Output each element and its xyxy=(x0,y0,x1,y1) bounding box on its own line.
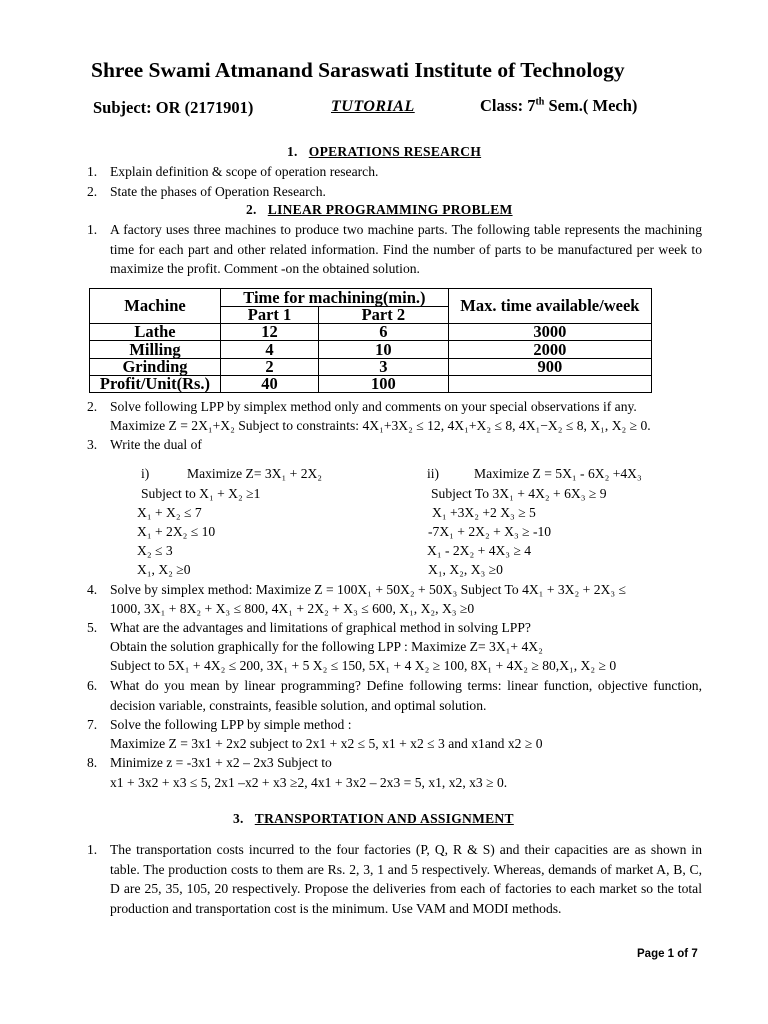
question-lpp-2-line2: Maximize Z = 2X₁+X₂ Subject to constraints: 4X₁+3X₂ ≤ 12, 4X₁+X₂ ≤ 8, 4X₁−X₂ ≤ 8, X₁, X₂ ≥ 0. xyxy=(110,418,651,433)
table-cell: Lathe xyxy=(90,324,221,341)
dual-ii-constraint: X₁ +3X₂ +2 X₃ ≥ 5 xyxy=(432,505,536,520)
page-number: Page 1 of 7 xyxy=(637,948,698,960)
table-header-part1: Part 1 xyxy=(221,307,319,324)
table-cell: Grinding xyxy=(90,358,221,375)
question-lpp-2-line1: Solve following LPP by simplex method only and comments on your special observations if any. xyxy=(110,399,637,414)
dual-ii-constraint: Subject To 3X₁ + 4X₂ + 6X₃ ≥ 9 xyxy=(431,486,607,501)
dual-i-label: i) xyxy=(141,466,150,481)
question-lpp-7-line1: Solve the following LPP by simple method : xyxy=(110,717,352,732)
tutorial-label: TUTORIAL xyxy=(331,98,415,115)
question-lpp-8-line2: x1 + 3x2 + x3 ≤ 5, 2x1 –x2 + x3 ≥2, 4x1 + 3x2 – 2x3 = 5, x1, x2, x3 ≥ 0. xyxy=(110,775,508,790)
dual-ii-constraint: X₁, X₂, X₃ ≥0 xyxy=(428,562,503,577)
section-heading-operations-research: 1. OPERATIONS RESEARCH xyxy=(287,144,482,159)
question-transport-1: 1. The transportation costs incurred to the four factories (P, Q, R & S) and their capacities are as shown in table. The production costs to them are Rs. 2, 3, 1 and 5 respectively. Whereas, demands of market A, B, C, D are 25, 35, 105, 20 respectively. Propose the deliveries from each of factories to each market so the total production and transportation cost is the minimum. Use VAM and MODI methods. xyxy=(87,842,702,916)
table-cell: 6 xyxy=(319,324,449,341)
machining-table xyxy=(89,288,652,393)
question-lpp-5-line1: What are the advantages and limitations of graphical method in solving LPP? xyxy=(110,620,531,635)
dual-ii-objective: Maximize Z = 5X₁ - 6X₂ +4X₃ xyxy=(474,466,642,481)
subject-label: Subject: OR (2171901) xyxy=(93,98,254,117)
question-lpp-3-text: Write the dual of xyxy=(110,437,202,452)
dual-i-constraint: X₁, X₂ ≥0 xyxy=(137,562,191,577)
dual-i-objective: Maximize Z= 3X₁ + 2X₂ xyxy=(187,466,323,481)
table-cell: Profit/Unit(Rs.) xyxy=(90,375,221,392)
table-cell: 4 xyxy=(221,341,319,358)
question-lpp-7-line2: Maximize Z = 3x1 + 2x2 subject to 2x1 + x2 ≤ 5, x1 + x2 ≤ 3 and x1and x2 ≥ 0 xyxy=(110,736,543,751)
document-page: Shree Swami Atmanand Saraswati Institute of Technology Subject: OR (2171901) TUTORIAL Class: 7th Sem.( Mech) 1. OPERATIONS RESEARCH 1. Explain definition & scope of operation research. 2. State the phases of Operation Research. 2. LINEAR PROGRAMMING PROBLEM 1. A factory uses three machines to produce two machine parts. The following table represents the machining time for each part and other related information. Find the number of parts to be manufactured per week to maximize the profit. Comment -on the obtained solution. Machine Time for machining(min.) Max. time available/week Part 1 Part 2 Lathe 12 6 3000 Milling 4 10 2000 Grinding 2 3 900 Profit/Unit(Rs.) 40 100 2. Solve following LPP by simplex method only and comments on your special observations if any. Maximize Z = 2X₁+X₂ Subject to constraints: 4X₁+3X₂ ≤ 12, 4X₁+X₂ ≤ 8, 4X₁−X₂ ≤ 8, X₁, X₂ ≥ 0. 3. Write the dual of i) Maximize Z= 3X₁ + 2X₂ Subject to X₁ + X₂ ≥1 X₁ + X₂ ≤ 7 X₁ + 2X₂ ≤ 10 X₂ ≤ 3 X₁, X₂ ≥0 ii) Maximize Z = 5X₁ - 6X₂ +4X₃ Subject To 3X₁ + 4X₂ + 6X₃ ≥ 9 X₁ +3X₂ +2 X₃ ≥ 5 -7X₁ + 2X₂ + X₃ ≥ -10 X₁ - 2X₂ + 4X₃ ≥ 4 X₁, X₂, X₃ ≥0 4. Solve by simplex method: Maximize Z = 100X₁ + 50X₂ + 50X₃ Subject To 4X₁ + 3X₂ + 2X₃ ≤ 1000, 3X₁ + 8X₂ + X₃ ≤ 800, 4X₁ + 2X₂ + X₃ ≤ 600, X₁, X₂, X₃ ≥0 5. What are the advantages and limitations of graphical method in solving LPP? Obtain the solution graphically for the following LPP : Maximize Z= 3X₁+ 4X₂ Subject to 5X₁ + 4X₂ ≤ 200, 3X₁ + 5 X₂ ≤ 150, 5X₁ + 4 X₂ ≥ 100, 8X₁ + 4X₂ ≥ 80,X₁, X₂ ≥ 0 6. What do you mean by linear programming? Define following terms: linear function, objective function, decision variable, constraints, feasible solution, and optimal solution. 7. Solve the following LPP by simple method : Maximize Z = 3x1 + 2x2 subject to 2x1 + x2 ≤ 5, x1 + x2 ≤ 3 and x1and x2 ≥ 0 8. Minimize z = -3x1 + x2 – 2x3 Subject to x1 + 3x2 + x3 ≤ 5, 2x1 –x2 + x3 ≥2, 4x1 + 3x2 – 2x3 = 5, x1, x2, x3 ≥ 0. 3. TRANSPORTATION AND ASSIGNMENT 1. The transportation costs incurred to the four factories (P, Q, R & S) and their capacities are as shown in table. The production costs to them are Rs. 2, 3, 1 and 5 respectively. Whereas, demands of market A, B, C, D are 25, 35, 105, 20 respectively. Propose the deliveries from each of factories to each market so the total production and transportation cost is the minimum. Use VAM and MODI methods. Page 1 of 7 xyxy=(87,58,702,960)
table-cell: 900 xyxy=(448,358,651,375)
table-cell: 12 xyxy=(221,324,319,341)
question-lpp-2-number: 2. xyxy=(87,399,98,414)
table-row xyxy=(90,341,652,358)
table-cell: 2000 xyxy=(448,341,651,358)
question-lpp-8-line1: Minimize z = -3x1 + x2 – 2x3 Subject to xyxy=(110,755,332,770)
question-lpp-7-number: 7. xyxy=(87,717,98,732)
section-heading-transportation: 3. TRANSPORTATION AND ASSIGNMENT xyxy=(233,811,514,826)
table-cell: 100 xyxy=(319,375,449,392)
question-lpp-5-line3: Subject to 5X₁ + 4X₂ ≤ 200, 3X₁ + 5 X₂ ≤ 150, 5X₁ + 4 X₂ ≥ 100, 8X₁ + 4X₂ ≥ 80,X₁, X₂ ≥ 0 xyxy=(110,658,617,673)
class-label: Class: 7th Sem.( Mech) xyxy=(480,96,638,115)
table-cell: 3 xyxy=(319,358,449,375)
dual-i-constraint: X₁ + 2X₂ ≤ 10 xyxy=(137,524,216,539)
table-row xyxy=(90,358,652,375)
question-lpp-1: 1. A factory uses three machines to produce two machine parts. The following table represents the machining time for each part and other related information. Find the number of parts to be manufactured per week to maximize the profit. Comment -on the obtained solution. xyxy=(87,222,702,276)
dual-ii-constraint: -7X₁ + 2X₂ + X₃ ≥ -10 xyxy=(428,524,552,539)
question-lpp-6: 6. What do you mean by linear programming? Define following terms: linear function, objective function, decision variable, constraints, feasible solution, and optimal solution. xyxy=(87,678,702,713)
question-lpp-4-line1: Solve by simplex method: Maximize Z = 100X₁ + 50X₂ + 50X₃ Subject To 4X₁ + 3X₂ + 2X₃ ≤ xyxy=(110,582,626,597)
dual-i-constraint: X₁ + X₂ ≤ 7 xyxy=(137,505,202,520)
question-lpp-8-number: 8. xyxy=(87,755,98,770)
table-header-part2: Part 2 xyxy=(319,307,449,324)
table-row xyxy=(90,324,652,341)
question-lpp-4-number: 4. xyxy=(87,582,98,597)
dual-ii-constraint: X₁ - 2X₂ + 4X₃ ≥ 4 xyxy=(427,543,532,558)
table-cell: Milling xyxy=(90,341,221,358)
table-cell xyxy=(448,375,651,392)
table-row xyxy=(90,375,652,392)
table-header-time: Time for machining(min.) xyxy=(221,289,449,307)
dual-i-constraint: X₂ ≤ 3 xyxy=(137,543,173,558)
question-lpp-5-number: 5. xyxy=(87,620,98,635)
question-lpp-5-line2: Obtain the solution graphically for the following LPP : Maximize Z= 3X₁+ 4X₂ xyxy=(110,639,543,654)
institute-title: Shree Swami Atmanand Saraswati Institute of Technology xyxy=(91,58,625,82)
dual-ii-label: ii) xyxy=(427,466,440,481)
table-cell: 10 xyxy=(319,341,449,358)
question-lpp-3-number: 3. xyxy=(87,437,98,452)
section-heading-lpp: 2. LINEAR PROGRAMMING PROBLEM xyxy=(246,202,513,217)
table-cell: 3000 xyxy=(448,324,651,341)
table-cell: 2 xyxy=(221,358,319,375)
table-cell: 40 xyxy=(221,375,319,392)
question-lpp-4-line2: 1000, 3X₁ + 8X₂ + X₃ ≤ 800, 4X₁ + 2X₂ + X₃ ≤ 600, X₁, X₂, X₃ ≥0 xyxy=(110,601,475,616)
table-header-machine: Machine xyxy=(90,289,221,324)
table-header-max-time: Max. time available/week xyxy=(448,289,651,324)
dual-i-constraint: Subject to X₁ + X₂ ≥1 xyxy=(141,486,261,501)
